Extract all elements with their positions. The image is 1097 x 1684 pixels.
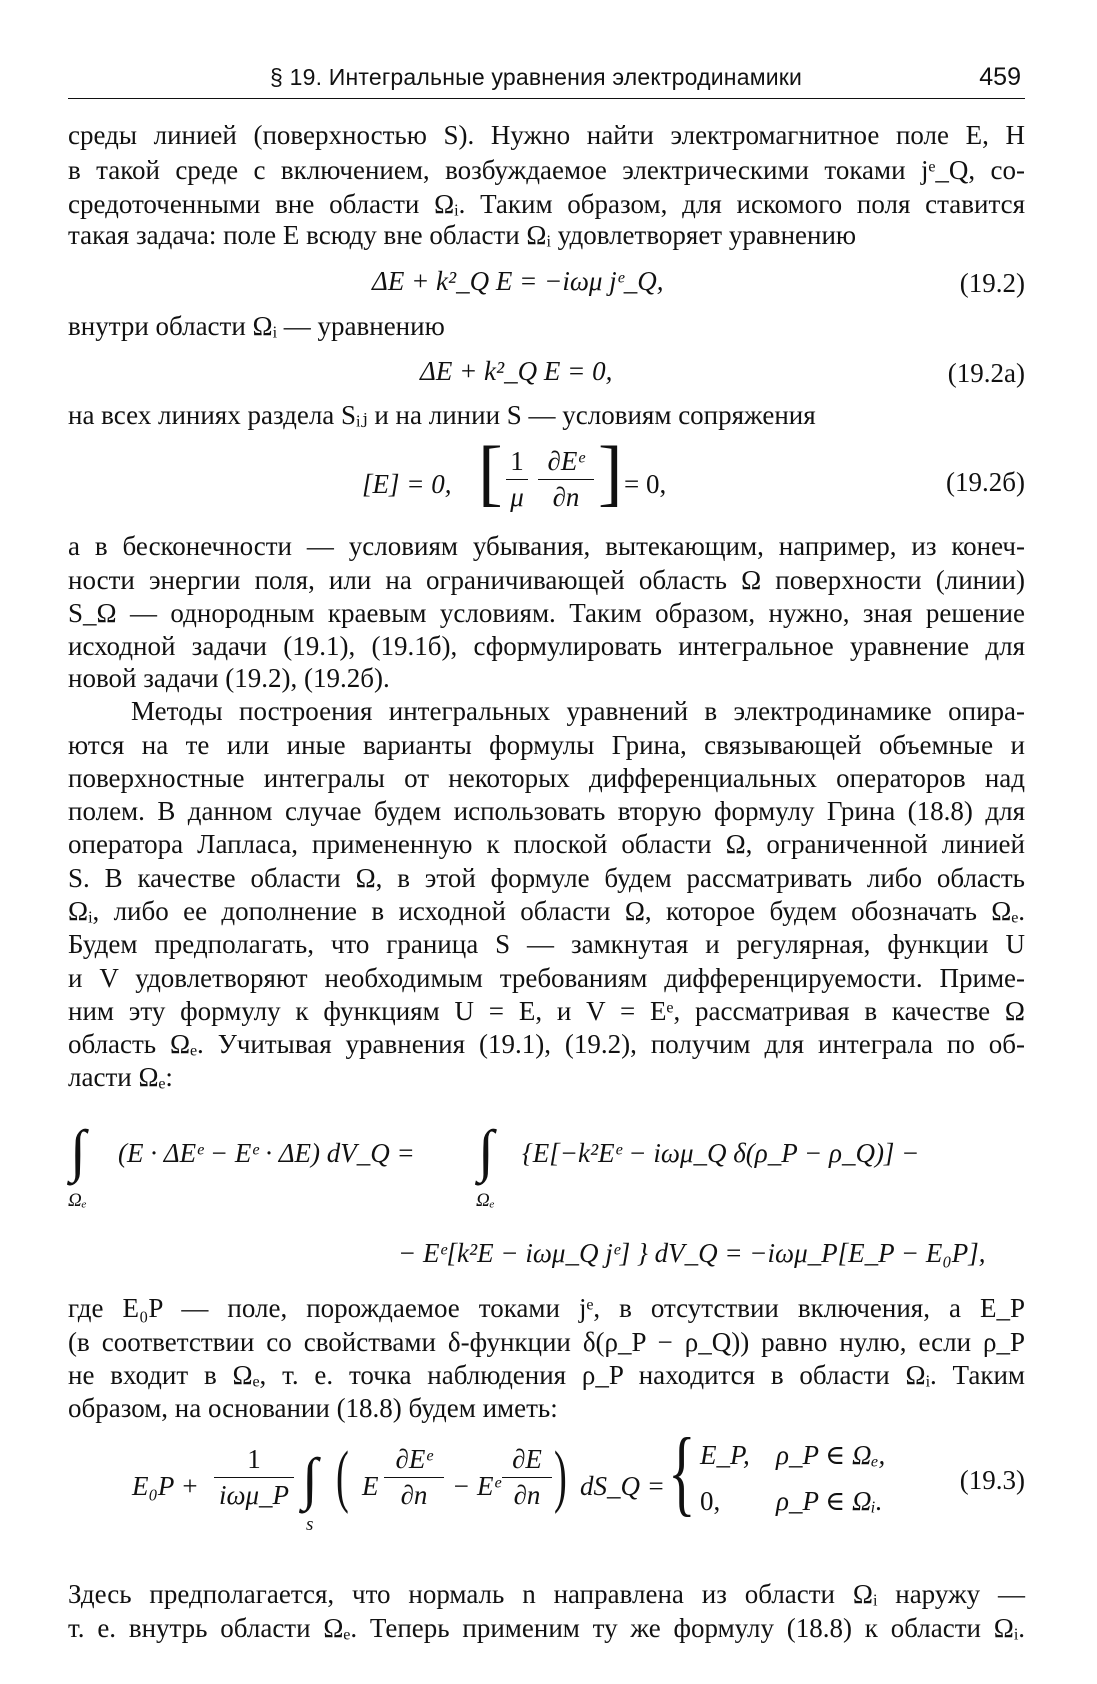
text-line: S. В качестве области Ω, в этой формуле будем рассматривать либо область [68,863,1025,893]
text-line: оператора Лапласа, примененную к плоской области Ω, ограниченной линией [68,829,1025,859]
text-line: Здесь предполагается, что нормаль n направлена из области Ωᵢ наружу — [68,1579,1025,1609]
left-brace: { [668,1418,696,1525]
eq-19-3-E: E [362,1471,379,1501]
text-line: и V удовлетворяют необходимым требованиям дифференцируемости. Приме- [68,963,1025,993]
text-line: где E₀P — поле, порождаемое токами jᵉ, в отсутствии включения, а E_P [68,1293,1025,1323]
text-line: в такой среде с включением, возбуждаемое электрическими токами jᵉ_Q, со- [68,155,1025,185]
text-line: на всех линиях раздела Sᵢⱼ и на линии S — условиям сопряжения [68,400,816,430]
running-title: § 19. Интегральные уравнения электродинамики [270,64,803,90]
text-line: новой задачи (19.2), (19.2б). [68,663,390,693]
fraction-dE-dn: ∂E ∂n [502,1444,552,1511]
running-header [68,54,1025,99]
equation-19-2a: ΔE + k²_Q E = 0, [420,356,613,386]
right-bracket: ] [598,432,623,514]
right-paren: ) [554,1438,567,1515]
eq-19-3-tail: dS_Q = [580,1471,665,1501]
fraction-dEe-dn: ∂Eᵉ ∂n [384,1444,444,1511]
left-bracket: [ [478,432,503,514]
eq-19-3-lead: E₀P + [132,1471,199,1501]
text-line: внутри области Ωᵢ — уравнению [68,311,445,341]
text-line: ласти Ωₑ: [68,1062,173,1092]
integral-equation-left: (E · ΔEᵉ − Eᵉ · ΔE) dV_Q = [118,1138,415,1168]
equation-19-2b-right: = 0, [624,469,667,499]
text-line: Методы построения интегральных уравнений в электродинамике опира- [131,696,1025,726]
case-2-condition: ρ_P ∈ Ωᵢ. [776,1486,883,1516]
text-line: т. е. внутрь области Ωₑ. Теперь применим ту же формулу (18.8) к области Ωᵢ. [68,1613,1025,1643]
text-line: (в соответствии со свойствами δ-функции δ(ρ_P − ρ_Q)) равно нулю, если ρ_P [68,1327,1025,1357]
text-line: средоточенными вне области Ωᵢ. Таким образом, для искомого поля ставится [68,189,1025,219]
integral-limit: s [306,1514,314,1535]
case-2-value: 0, [700,1486,721,1516]
text-line: не входит в Ωₑ, т. е. точка наблюдения ρ_P находится в области Ωᵢ. Таким [68,1360,1025,1390]
text-line: среды линией (поверхностью S). Нужно найти электромагнитное поле E, H [68,120,1025,150]
equation-19-2b-left: [E] = 0, [362,469,452,499]
text-line: S_Ω — однородным краевым условиям. Таким образом, нужно, зная решение [68,598,1025,628]
case-1-value: E_P, [700,1440,750,1470]
text-line: ности энергии поля, или на ограничивающей область Ω поверхности (линии) [68,565,1025,595]
case-1-condition: ρ_P ∈ Ωₑ, [776,1440,886,1470]
text-line: полем. В данном случае будем использовать вторую формулу Грина (18.8) для [68,796,1025,826]
text-line: ним эту формулу к функциям U = E, и V = Eᵉ, рассматривая в качестве Ω [68,996,1025,1026]
text-line: исходной задачи (19.1), (19.1б), сформулировать интегральное уравнение для [68,631,1025,661]
text-line: Ωᵢ, либо ее дополнение в исходной области Ω, которое будем обозначать Ωₑ. [68,896,1025,926]
eq-19-3-minus-Ee: − Eᵉ [452,1471,501,1501]
integral-equation-right: {E[−k²Eᵉ − iωμ_Q δ(ρ_P − ρ_Q)] − [522,1138,920,1168]
text-line: Будем предполагать, что граница S — замкнутая и регулярная, функции U [68,929,1025,959]
left-paren: ( [336,1438,349,1515]
equation-number: (19.2а) [947,358,1025,388]
integral-equation-line2: − Eᵉ[k²E − iωμ_Q jᵉ] } dV_Q = −iωμ_P[E_P − E₀P], [398,1238,986,1268]
text-line: образом, на основании (18.8) будем иметь: [68,1393,558,1423]
integral-sign: ∫ [70,1118,86,1183]
integral-limit: Ωₑ [476,1190,495,1211]
text-line: область Ωₑ. Учитывая уравнения (19.1), (19.2), получим для интеграла по об- [68,1029,1025,1059]
integral-limit: Ωₑ [68,1190,87,1211]
fraction-one-over-mu: 1 μ [506,446,528,513]
equation-number: (19.2) [959,268,1025,298]
equation-number: (19.2б) [946,467,1025,497]
equation-19-2: ΔE + k²_Q E = −iωμ jᵉ_Q, [372,266,664,296]
text-line: поверхностные интегралы от некоторых дифференциальных операторов над [68,763,1025,793]
text-line: а в бесконечности — условиям убывания, вытекающим, например, из конеч- [68,531,1025,561]
page-number: 459 [979,63,1021,91]
text-line: такая задача: поле E всюду вне области Ωᵢ удовлетворяет уравнению [68,220,857,250]
integral-sign: ∫ [302,1446,318,1511]
fraction-one-over-iomega-mu: 1 iωμ_P [214,1444,294,1511]
integral-sign: ∫ [478,1118,494,1183]
fraction-dEe-dn: ∂Eᵉ ∂n [538,446,594,513]
text-line: ются на те или иные варианты формулы Грина, связывающей объемные и [68,730,1025,760]
equation-number: (19.3) [959,1465,1025,1495]
